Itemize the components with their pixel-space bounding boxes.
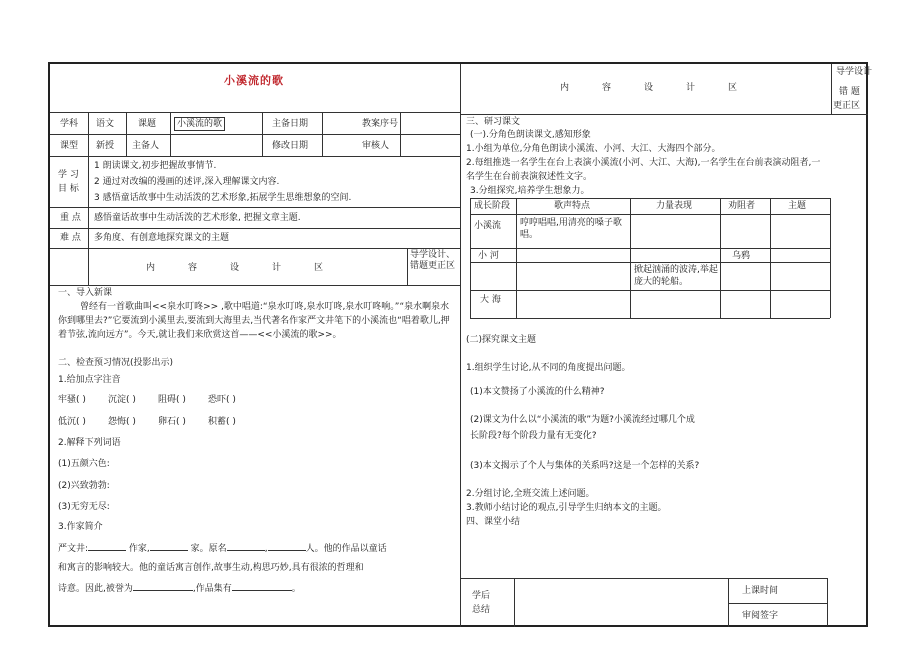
table-line <box>470 248 830 249</box>
table-line <box>470 262 830 263</box>
pinyin-8: 积蓄( ) <box>208 417 236 427</box>
page-title: 小溪流的歌 <box>224 74 284 87</box>
cell-line <box>262 112 263 156</box>
lesson-plan-sheet <box>48 62 873 627</box>
table-line <box>470 214 830 215</box>
pinyin-2: 沉淀( ) <box>108 395 136 405</box>
q-1: (1)本文赞扬了小溪流的什么精神? <box>470 387 605 397</box>
row-line <box>50 156 460 157</box>
author-text: 家。原名 <box>190 544 227 554</box>
topic-value: 小溪流的歌 <box>174 117 225 131</box>
dissuader-cell: 乌鸦 <box>732 251 751 261</box>
author-text: ,作品集有 <box>192 584 232 594</box>
review-sign-label: 审阅签字 <box>742 611 779 621</box>
author-line-2: 和寓言的影响较大。他的童话寓言创作,故事生动,构思巧妙,具有很浓的哲理和 <box>58 563 364 573</box>
prep-date-label: 主备日期 <box>272 119 309 129</box>
pinyin-3: 阻碍( ) <box>158 395 186 405</box>
guide-header-3: 更正区 <box>833 101 861 111</box>
stage-cell: 小 河 <box>478 251 499 261</box>
cell-line <box>400 112 401 156</box>
q2-item-1: (1)五颜六色: <box>58 459 110 469</box>
table-line <box>516 198 517 318</box>
author-text: 作家, <box>128 544 150 554</box>
row-line <box>50 228 460 229</box>
growth-table <box>470 198 830 318</box>
table-header: 主题 <box>788 201 807 211</box>
table-line <box>720 198 721 318</box>
s2-title: 二、检查预习情况(投影出示) <box>58 358 174 368</box>
pinyin-5: 低沉( ) <box>58 417 86 427</box>
pinyin-7: 卵石( ) <box>158 417 186 427</box>
table-line <box>470 198 830 199</box>
row-line <box>50 207 460 208</box>
s3-title: 三、研习课文 <box>466 117 521 127</box>
table-header: 成长阶段 <box>474 201 511 211</box>
p-3: 3.教师小结讨论的观点,引导学生归纳本文的主题。 <box>466 503 667 513</box>
q1-title: 1.给加点字注音 <box>58 375 121 385</box>
key-point-value: 感悟童话故事中生动活泼的艺术形象, 把握文章主题. <box>94 213 301 223</box>
cell-line <box>88 112 89 285</box>
preparer-label: 主备人 <box>132 141 160 151</box>
class-time-label: 上课时间 <box>742 586 779 596</box>
cell-line <box>322 112 323 156</box>
goals-label: 学 习 目 标 <box>58 170 79 194</box>
reviewer-label: 审核人 <box>362 141 390 151</box>
goal-1: 1 朗读课文,初步把握故事情节. <box>94 161 217 171</box>
row-line <box>50 285 460 286</box>
table-line <box>630 198 631 318</box>
author-label: 严文井: <box>58 544 89 554</box>
cell-line <box>407 248 408 285</box>
table-line <box>470 290 830 291</box>
cell-line <box>170 112 171 156</box>
key-point-label: 重 点 <box>60 213 81 223</box>
pinyin-6: 怨悔( ) <box>108 417 136 427</box>
row-line <box>50 248 460 249</box>
blank[interactable] <box>150 542 188 551</box>
s1-title: 一、导入新课 <box>58 288 113 298</box>
q-3: (3)本文揭示了个人与集体的关系吗?这是一个怎样的关系? <box>470 461 700 471</box>
guide-header-1: 导学设计 <box>836 67 873 77</box>
goal-2: 2 通过对改编的漫画的述评,深入理解课文内容. <box>94 177 280 187</box>
header-line <box>50 112 460 113</box>
q-2b: 长阶段?每个阶段力量有无变化? <box>470 431 597 441</box>
song-cell: 哼哼唱唱,用清亮的嗓子歌唱。 <box>520 218 622 240</box>
author-text: 。 <box>291 584 301 594</box>
table-header: 劝阻者 <box>728 201 756 211</box>
summary-line <box>514 579 515 627</box>
author-text: 人。他的作品以童话 <box>305 544 387 554</box>
q3-title: 3.作家简介 <box>58 522 103 532</box>
blank[interactable] <box>133 582 193 591</box>
table-line <box>830 198 831 318</box>
s4-title: 四、课堂小结 <box>466 517 521 527</box>
author-text: 诗意。因此,被誉为 <box>58 584 133 594</box>
blank[interactable] <box>268 542 306 551</box>
pinyin-1: 牢骚( ) <box>58 395 86 405</box>
type-value: 新授 <box>96 141 115 151</box>
table-header: 力量表现 <box>656 201 693 211</box>
guide-column-divider <box>831 64 832 114</box>
summary-line <box>728 603 828 604</box>
after-class-label: 学后总结 <box>472 591 491 615</box>
s3-p1: 1.小组为单位,分角色朗读小溪流、小河、大江、大海四个部分。 <box>466 144 721 154</box>
subject-value: 语文 <box>96 119 115 129</box>
s3-p2: 2.每组推选一名学生在台上表演小溪流(小河、大江、大海),一名学生在台前表演动阻者,一名学生在台前表演叙述性文字。 <box>466 158 821 182</box>
plan-no-label: 教案序号 <box>362 119 399 129</box>
goal-3: 3 感悟童话故事中生动活泼的艺术形象,拓展学生思维想象的空间. <box>94 193 352 203</box>
row-line <box>50 134 460 135</box>
difficulty-value: 多角度、有创意地探究课文的主题 <box>94 233 230 243</box>
column-divider <box>460 64 461 627</box>
q-intro: 1.组织学生讨论,从不同的角度提出问题。 <box>466 363 631 373</box>
subject-label: 学科 <box>60 119 79 129</box>
pinyin-4: 恐吓( ) <box>208 395 236 405</box>
guide-header-left: 导学设计、错题更正区 <box>410 250 456 271</box>
s1-text: 曾经有一首歌曲叫<<泉水叮咚>> ,歌中唱道:“泉水叮咚,泉水叮咚,泉水叮咚响。”“泉水啊泉水你到哪里去?”它要流到小溪里去,要流到大海里去,当代著名作家严文井笔下的小溪流也“唱着歌儿,押着节弦,流向远方”。今天,就让我们来欣赏这首——<<小溪流的歌>>。 <box>58 302 450 340</box>
right-header-line <box>460 114 868 115</box>
content-header-right: 内容设计区 <box>560 83 771 93</box>
table-line <box>470 198 471 318</box>
guide-header-2: 错 题 <box>839 87 860 97</box>
table-header: 歌声特点 <box>554 201 591 211</box>
s3-p3: 3.分组探究,培养学生想象力。 <box>470 186 590 196</box>
table-line <box>470 318 830 319</box>
s3-sub1: (一).分角色朗读课文,感知形象 <box>470 130 591 140</box>
blank[interactable] <box>227 542 265 551</box>
author-line-1 <box>58 542 387 555</box>
blank[interactable] <box>88 542 126 551</box>
topic-label: 课题 <box>138 119 157 129</box>
difficulty-label: 难 点 <box>60 233 81 243</box>
stage-cell: 小溪流 <box>474 221 502 231</box>
author-line-3 <box>58 582 301 595</box>
q2-title: 2.解释下列词语 <box>58 438 121 448</box>
q2-item-3: (3)无穷无尽: <box>58 502 110 512</box>
table-line <box>770 198 771 318</box>
author-text: , <box>264 544 268 554</box>
content-header-left: 内容设计区 <box>146 263 357 273</box>
stage-cell: 大 海 <box>480 295 501 305</box>
revise-date-label: 修改日期 <box>272 141 309 151</box>
summary-box <box>460 578 828 626</box>
q-2a: (2)课文为什么以“小溪流的歌”为题?小溪流经过哪几个成 <box>470 415 695 425</box>
p-2: 2.分组讨论,全班交流上述问题。 <box>466 489 595 499</box>
power-cell: 掀起汹涌的波涛,举起庞大的轮船。 <box>634 265 718 287</box>
q2-item-2: (2)兴致勃勃: <box>58 481 110 491</box>
type-label: 课型 <box>60 141 79 151</box>
blank[interactable] <box>232 582 292 591</box>
s3-sub2: (二)探究课文主题 <box>466 335 537 345</box>
cell-line <box>126 112 127 156</box>
